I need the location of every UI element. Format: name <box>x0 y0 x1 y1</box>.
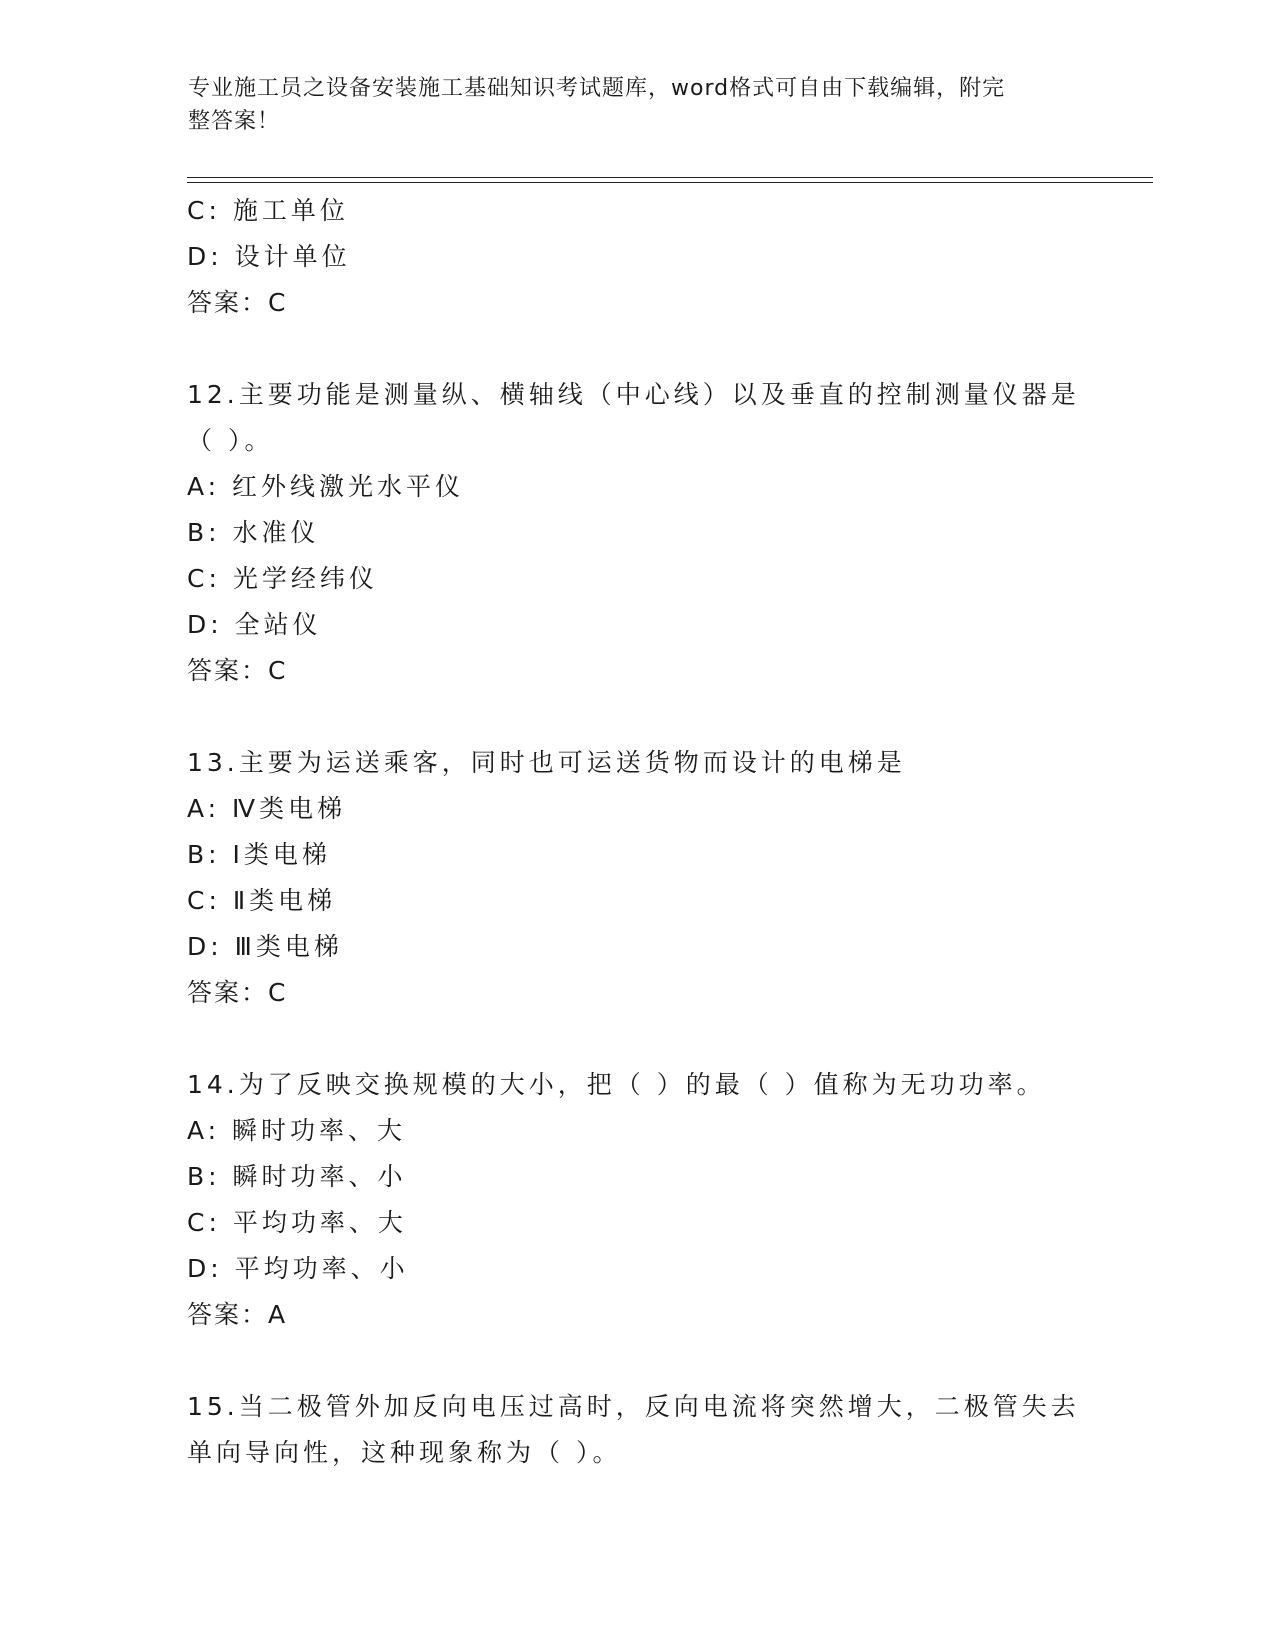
question-14 <box>187 1062 1107 1338</box>
option-a: A: 瞬时功率、大 <box>187 1116 407 1145</box>
option-d: D: 全站仪 <box>187 610 322 639</box>
option-d: D: Ⅲ类电梯 <box>187 932 343 961</box>
option-b: B: 瞬时功率、小 <box>187 1162 407 1191</box>
question-stem: 14.为了反映交换规模的大小，把（ ）的最（ ）值称为无功功率。 <box>187 1070 1046 1099</box>
header-line-1: 专业施工员之设备安装施工基础知识考试题库，word格式可自由下载编辑，附完 <box>188 76 1006 101</box>
option-a: A: Ⅳ类电梯 <box>187 794 347 823</box>
option-c: C: Ⅱ类电梯 <box>187 886 337 915</box>
spacer <box>187 694 1107 740</box>
question-stem: 12.主要功能是测量纵、横轴线（中心线）以及垂直的控制测量仪器是 <box>187 380 1080 409</box>
option-c: C: 光学经纬仪 <box>187 564 378 593</box>
question-list <box>187 188 1107 1476</box>
header-divider-bottom <box>187 182 1153 183</box>
page-header <box>188 72 1068 138</box>
option-d: D: 平均功率、小 <box>187 1254 409 1283</box>
header-line-2: 整答案！ <box>188 109 281 134</box>
question-stem: 15.当二极管外加反向电压过高时，反向电流将突然增大，二极管失去 <box>187 1392 1080 1421</box>
question-stem-continued: 单向导向性，这种现象称为（ ）。 <box>187 1438 622 1467</box>
question-12 <box>187 372 1107 694</box>
answer-line: 答案：C <box>187 978 288 1007</box>
answer-line: 答案：C <box>187 288 288 317</box>
spacer <box>187 326 1107 372</box>
question-15 <box>187 1384 1107 1476</box>
option-a: A: 红外线激光水平仪 <box>187 472 465 501</box>
question-stem-continued: （ ）。 <box>187 426 274 455</box>
answer-line: 答案：A <box>187 1300 288 1329</box>
option-c: C: 平均功率、大 <box>187 1208 407 1237</box>
option-c: C: 施工单位 <box>187 196 349 225</box>
question-13 <box>187 740 1107 1016</box>
question-stem: 13.主要为运送乘客，同时也可运送货物而设计的电梯是 <box>187 748 906 777</box>
spacer <box>187 1338 1107 1384</box>
option-b: B: 水准仪 <box>187 518 320 547</box>
question-11-tail <box>187 188 1107 326</box>
option-d: D: 设计单位 <box>187 242 351 271</box>
header-divider-top <box>187 177 1153 178</box>
option-b: B: Ⅰ类电梯 <box>187 840 331 869</box>
spacer <box>187 1016 1107 1062</box>
answer-line: 答案：C <box>187 656 288 685</box>
